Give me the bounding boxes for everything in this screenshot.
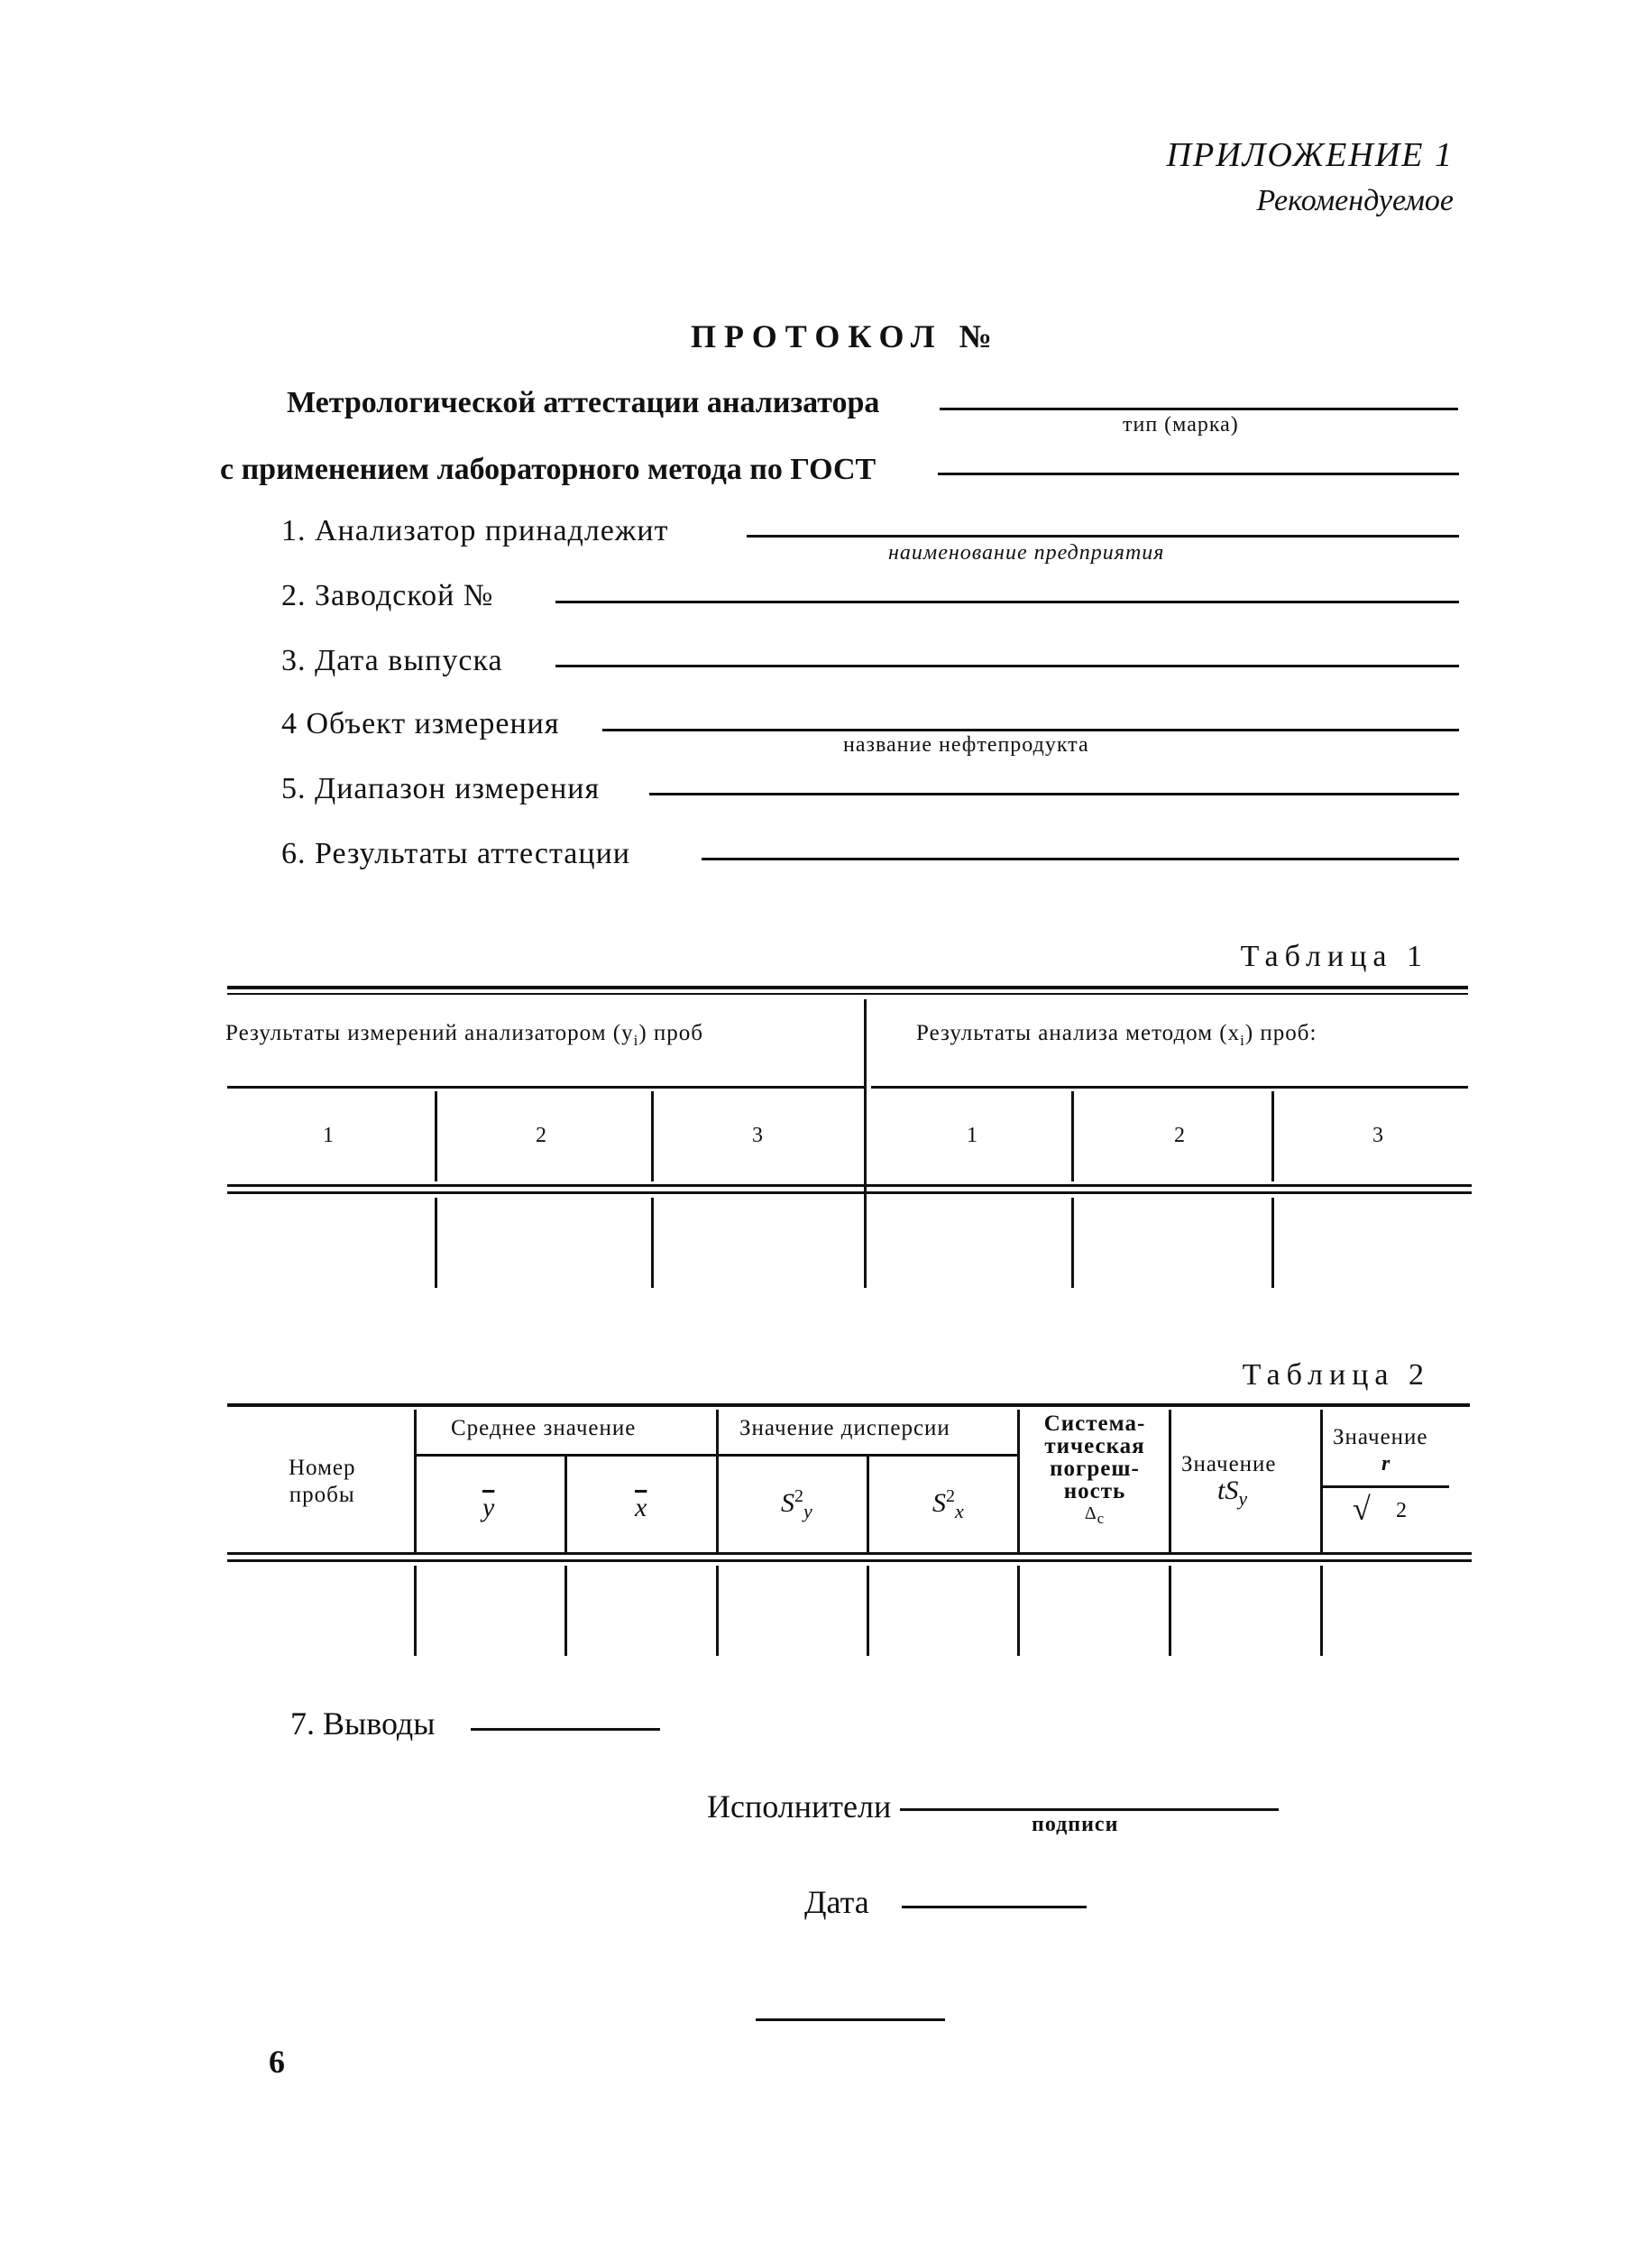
item-owner-label: 1. Анализатор принадлежит [281,514,669,547]
item-results-label: 6. Результаты аттестации [281,837,630,870]
owner-field[interactable] [747,535,1459,538]
conclusions-field[interactable] [471,1728,660,1731]
mean-value-header: Среднее значение [451,1416,637,1440]
performers-field[interactable] [900,1808,1279,1811]
analyzer-type-caption: тип (марка) [1123,413,1239,437]
release-date-field[interactable] [555,665,1459,667]
performers-label: Исполнители [707,1788,892,1825]
table1-method-header: Результаты анализа методом $(x_i)$ проб: [916,1021,1317,1049]
conclusions-label: 7. Выводы [290,1705,436,1742]
recommended-label: Рекомендуемое [1256,184,1454,217]
closing-divider [756,2018,945,2021]
item-serial-label: 2. Заводской № [281,579,494,612]
ts-symbol: $tS_y$ [1217,1475,1248,1510]
protocol-title: ПРОТОКОЛ № [691,318,1000,354]
gost-field[interactable] [938,473,1459,475]
method-line: с применением лабораторного метода по ГОСТ [220,453,876,486]
dispersion-header: Значение дисперсии [739,1416,950,1440]
item-range-label: 5. Диапазон измерения [281,772,601,805]
page-number: 6 [269,2044,285,2080]
item-date-label: 3. Дата выпуска [281,644,503,677]
item-object-label: 4 Объект измерения [281,707,560,740]
object-caption: название нефтепродукта [843,733,1089,757]
radical-icon: √ [1353,1491,1371,1527]
date-field[interactable] [902,1906,1087,1908]
systematic-error-header: Система- тическая погреш- ность $\Delta_c$ [1043,1411,1146,1527]
table1-col-6: 3 [1372,1124,1383,1147]
r-numerator: r [1381,1452,1390,1475]
object-field[interactable] [602,729,1459,731]
serial-field[interactable] [555,601,1459,603]
dispersion-sx-header: $S^2_x$ [932,1486,964,1522]
attestation-line: Метрологической аттестации анализатора [287,386,880,419]
range-field[interactable] [649,793,1459,795]
dispersion-sy-header: $S^2_y$ [781,1486,812,1522]
table1-col-4: 1 [967,1124,977,1147]
date-label: Дата [804,1884,869,1920]
table1-title: Таблица 1 [1240,940,1428,973]
signatures-caption: подписи [1032,1813,1119,1836]
table1-col-2: 2 [536,1124,546,1147]
mean-y-header: $\overline{y}$ [482,1493,495,1522]
owner-caption: наименование предприятия [888,541,1165,565]
table1-analyzer-header: Результаты измерений анализатором $(y_i)$ проб [225,1021,704,1049]
results-field[interactable] [702,858,1459,860]
r-value-header: Значение [1333,1425,1428,1449]
analyzer-type-field[interactable] [940,408,1458,410]
appendix-label: ПРИЛОЖЕНИЕ 1 [1166,136,1454,174]
mean-x-header: $\overline{x}$ [635,1493,647,1522]
r-denominator: 2 [1396,1499,1407,1522]
table1-col-3: 3 [752,1124,763,1147]
sample-number-header: Номер пробы [289,1456,356,1507]
table2-title: Таблица 2 [1242,1358,1430,1392]
table1-col-1: 1 [323,1124,334,1147]
ts-value-header: Значение [1181,1452,1277,1476]
table1-col-5: 2 [1174,1124,1185,1147]
